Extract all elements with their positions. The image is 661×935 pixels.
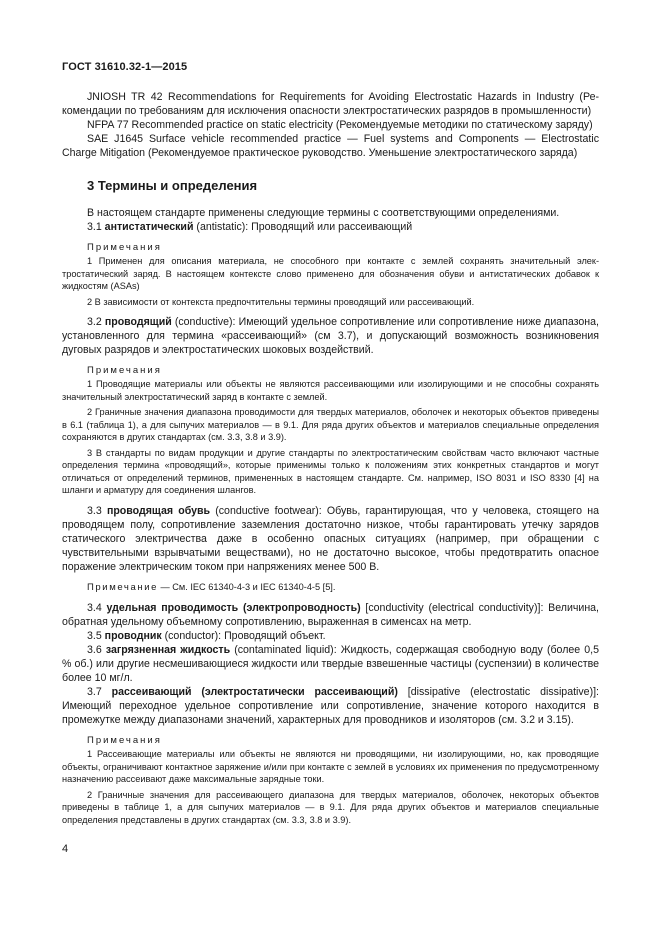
note-3-2-3: 3 В стандарты по видам продукции и другие стандарты по электростатическим свойствам часто включают частные определения термина «проводящий», которые применимы только к положениям этих конкретных стандартов и могут отличаться от определений терминов, примененных в настоящем стандарте. См. например, ISO 8031 и ISO 8330 [4] на шланги и арматуру для соединения шлангов. [62, 447, 599, 495]
term-3-7: 3.7 рассеивающий (электростатически рассеивающий) [dissipative (electrostatic dissipative)]: Имеющий переходное удельное сопротивление или сопротивление, значение которого находится в промежутке между диапазонами значений, характерных для проводников и изоляторов (см. 3.2 и 3.15). [62, 686, 599, 726]
term-3-4: 3.4 удельная проводимость (электропроводность) [conductivity (electrical conductivity)]: Величина, обратная удельному объемному сопротивлению, выраженная в сименсах на метр. [62, 602, 600, 628]
note-3-1-1: 1 Применен для описания материала, не способного при контакте с землей сохранять значительный электростатический заряд. В настоящем контексте слово применено для обозначения обуви и антистатических добавок к жидкостям (ASAs) [62, 256, 599, 291]
section-intro: В настоящем стандарте применены следующие термины с соответствующими определениями. [87, 207, 560, 219]
standard-header: ГОСТ 31610.32-1—2015 [62, 61, 188, 73]
reference-sae: SAE J1645 Surface vehicle recommended practice — Fuel systems and Components — Electrostatic Charge Mitigation (Рекомендуемое практическое руководство. Уменьшение электростатического заряда) [62, 133, 599, 159]
term-3-2-name: проводящий [104, 316, 172, 328]
reference-jniosh: JNIOSH TR 42 Recommendations for Requirements for Avoiding Electrostatic Hazards in Industry (Рекомендации по требованиям для исключения опасности электростатических разрядов в промышленности) [62, 91, 599, 117]
notes-label-3-7: Примечания [87, 735, 162, 746]
note-3-2-2: 2 Граничные значения диапазона проводимости для твердых материалов, оболочек и некоторых объектов приведены в 6.1 (таблица 1), а для сыпучих материалов — в 9.1. Для ряда других объектов и материалов специальные определения сохраняются в других стандартах (см. 3.3, 3.8 и 3.9). [62, 407, 599, 442]
notes-label-3-2: Примечания [87, 365, 162, 376]
note-3-7-1: 1 Рассеивающие материалы или объекты не являются ни проводящими, ни изолирующими, но, как проводящие объекты, ограничивают контактное заряжение и/или при контакте с землей в условиях их применения по предусмотренному назначению рассеивают даже максимальные зарядные токи. [62, 749, 599, 784]
term-3-4-name: удельная проводимость (электропроводность) [106, 602, 361, 614]
body-text [62, 90, 599, 829]
term-3-1-name: антистатический [104, 221, 194, 233]
note-3-2-1: 1 Проводящие материалы или объекты не являются рассеивающими или изолирующими и не способны сохранять значительный электростатический заряд в контакте с землей. [62, 379, 599, 402]
term-3-7-name: рассеивающий (электростатически рассеивающий) [111, 686, 398, 698]
notes-label-3-1: Примечания [87, 242, 162, 253]
term-3-1: 3.1 антистатический (antistatic): Проводящий или рассеивающий [87, 221, 413, 233]
term-3-3: 3.3 проводящая обувь (conductive footwear): Обувь, гарантирующая, что у человека, стоящего на проводящем полу, сопротивление заземления достаточно низкое, чтобы гарантировать утечку зарядов статического электричества даже в особенно опасных ситуациях (например, при обращении с чувствительными взрывчатыми веществами), но не достаточно высокое, чтобы предотвратить опасное поражение электрическим током при напряжениях менее 500 В. [62, 504, 600, 573]
page-number: 4 [62, 843, 69, 855]
reference-nfpa: NFPA 77 Recommended practice on static electricity (Рекомендуемые методики по статическому заряду) [87, 119, 593, 131]
term-3-5-name: проводник [104, 630, 162, 642]
term-3-2: 3.2 проводящий (conductive): Имеющий удельное сопротивление или сопротивление ниже диапазона, установленного для термина «рассеивающий» (см 3.7), и допускающий возможность возникновения дуговых разрядов и электростатических шоковых воздействий. [62, 316, 599, 356]
note-label-3-3: Примечание [87, 581, 158, 593]
term-3-6-name: загрязненная жидкость [105, 644, 231, 656]
note-3-3: Примечание — См. IEC 61340-4-3 и IEC 61340-4-5 [5]. [87, 581, 336, 593]
term-3-5: 3.5 проводник (conductor): Проводящий объект. [87, 630, 326, 642]
note-3-1-2: 2 В зависимости от контекста предпочтительны термины проводящий или рассеивающий. [87, 296, 475, 307]
term-3-3-name: проводящая обувь [106, 504, 211, 517]
section-title: 3 Термины и определения [87, 178, 258, 193]
term-3-6: 3.6 загрязненная жидкость (contaminated liquid): Жидкость, содержащая свободную воду (более 0,5 % об.) или другие несмешивающиеся жидкости или твердые взвешенные частицы (суспензии) в количестве более 10 мг/л. [62, 644, 599, 684]
note-3-7-2: 2 Граничные значения для рассеивающего диапазона для твердых материалов, оболочек, некоторых объектов приведены в таблице 1, а для сыпучих материалов — в 9.1. Для ряда других объектов и материалов специальные определения представлены в других стандартах (см. 3.3, 3.8 и 3.9). [62, 789, 599, 825]
